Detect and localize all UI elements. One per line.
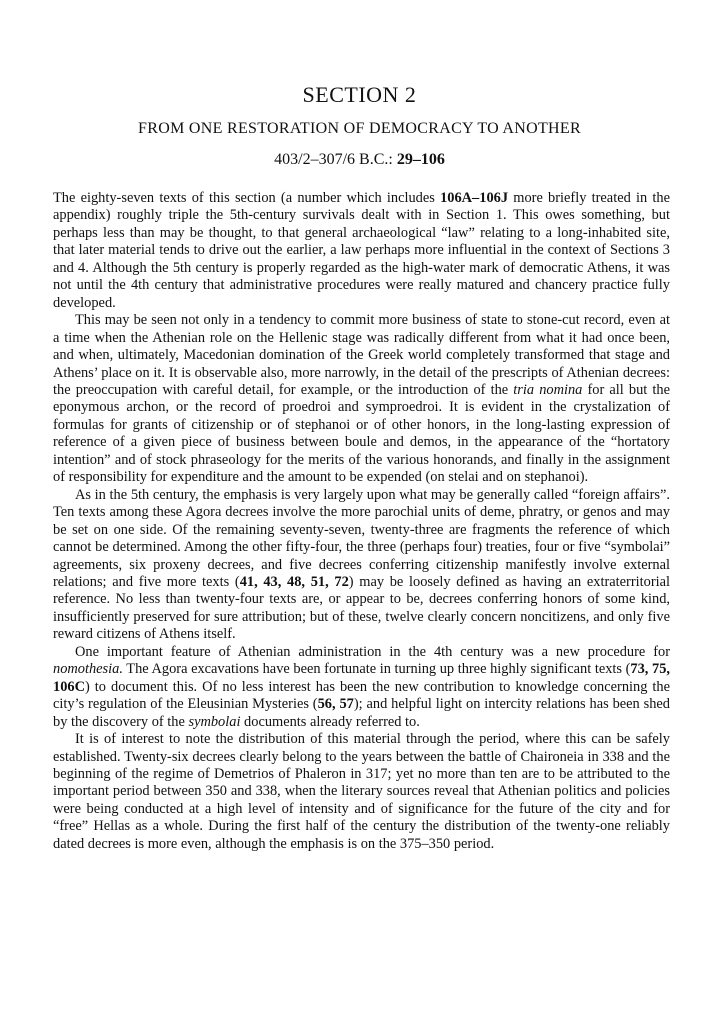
paragraph-text: As in the 5th century, the emphasis is very largely upon what may be generally called “foreign affairs”. Ten texts among these Agora decrees involve the more parochial units of deme, phratry, or genos and may be set on one side. Of the remaining seventy-seven, twenty-three are fragments the reference of which cannot be determined. Among the other fifty-four, the three (perhaps four) treaties, four or five “symbolai” agreements, six proxeny decrees, and five decrees conferring citizenship manifestly involve external relations; and five more texts ( bbox=[53, 486, 670, 590]
text-number-range: 29–106 bbox=[396, 151, 445, 168]
section-date-range bbox=[0, 151, 719, 169]
text-reference-number: 73, 75, 106C bbox=[53, 661, 670, 695]
paragraph-text: ) to document this. Of no less interest has been the new contribution to knowledge concerning the city’s regulation of the Eleusinian Mysteries ( bbox=[53, 678, 670, 713]
text-reference-number: 41, 43, 48, 51, 72 bbox=[239, 573, 349, 590]
paragraph-text: ) may be loosely defined as having an extraterritorial reference. No less than twenty-four texts are, or appear to be, decrees conferring honors of some kind, insufficiently preserved for sure attribution; but of these, twelve clearly concern noncitizens, and only five reward citizens of Athens itself. bbox=[53, 573, 671, 643]
paragraph-text: more briefly treated in the appendix) roughly triple the 5th-century survivals dealt with in Section 1. This owes something, but perhaps less than may be thought, to that general archaeological “law” relating to a long-inhabited site, that later material tends to drive out the earlier, a law perhaps more influential in the context of Sections 3 and 4. Although the 5th century is properly regarded as the high-water mark of democratic Athens, it was not until the 4th century that administrative procedures were really matured and chancery practice fully developed. bbox=[53, 190, 670, 311]
body-text bbox=[53, 190, 670, 853]
italic-term: symbolai bbox=[188, 713, 241, 730]
paragraph bbox=[53, 487, 670, 644]
paragraph-text: ); and helpful light on intercity relations has been shed by the discovery of the bbox=[53, 696, 670, 730]
italic-term: nomothesia. bbox=[53, 661, 123, 678]
text-reference-number: 56, 57 bbox=[317, 696, 354, 713]
paragraph-text: documents already referred to. bbox=[240, 713, 420, 730]
paragraph-text: It is of interest to note the distribution of this material through the period, where this can be safely established. Twenty-six decrees clearly belong to the years between the battle of Chaironeia in 338 and the beginning of the regime of Demetrios of Phaleron in 317; yet no more than ten are to be attributed to the important period between 350 and 338, when the literary sources reveal that Athenian politics and policies were being conducted at a high level of intensity and of significance for the future of the city and for “free” Hellas as a whole. During the first half of the century the distribution of the twenty-one reliably dated decrees is more even, although the emphasis is on the 375–350 period. bbox=[53, 731, 670, 852]
date-range-text: 403/2–307/6 B.C.: bbox=[274, 151, 397, 168]
paragraph-text: This may be seen not only in a tendency to commit more business of state to stone-cut record, even at a time when the Athenian role on the Hellenic stage was radically different from what it had once been, and when, ultimately, Macedonian domination of the Greek world completely transformed that stage and Athens’ place on it. It is observable also, more narrowly, in the detail of the prescripts of Athenian decrees: the preoccupation with careful detail, for example, or the introduction of the bbox=[53, 312, 670, 398]
paragraph-text: The Agora excavations have been fortunate in turning up three highly significant texts ( bbox=[122, 661, 631, 678]
paragraph bbox=[53, 644, 670, 731]
section-title: SECTION 2 bbox=[302, 82, 417, 107]
paragraph bbox=[53, 312, 670, 487]
paragraph bbox=[53, 731, 670, 853]
paragraph-text: for all but the eponymous archon, or the record of proedroi and symproedroi. It is evident in the crystalization of formulas for grants of citizenship or of stephanoi or of other honors, in the long-lasting expression of reference of a given piece of business between boule and demos, in the appearance of the “hortatory intention” and of stock phraseology for the merits of the various honorands, and finally in the assignment of responsibility for expenditure and the amount to be expended (on stelai and on stephanoi). bbox=[53, 381, 671, 486]
italic-term: tria nomina bbox=[513, 381, 583, 398]
paragraph-text: One important feature of Athenian administration in the 4th century was a new procedure for bbox=[75, 643, 670, 660]
paragraph bbox=[53, 190, 670, 312]
text-reference-number: 106A–106J bbox=[440, 190, 509, 206]
section-subtitle: FROM ONE RESTORATION OF DEMOCRACY TO ANOTHER bbox=[138, 120, 581, 137]
paragraph-text: The eighty-seven texts of this section (a number which includes bbox=[53, 190, 441, 206]
